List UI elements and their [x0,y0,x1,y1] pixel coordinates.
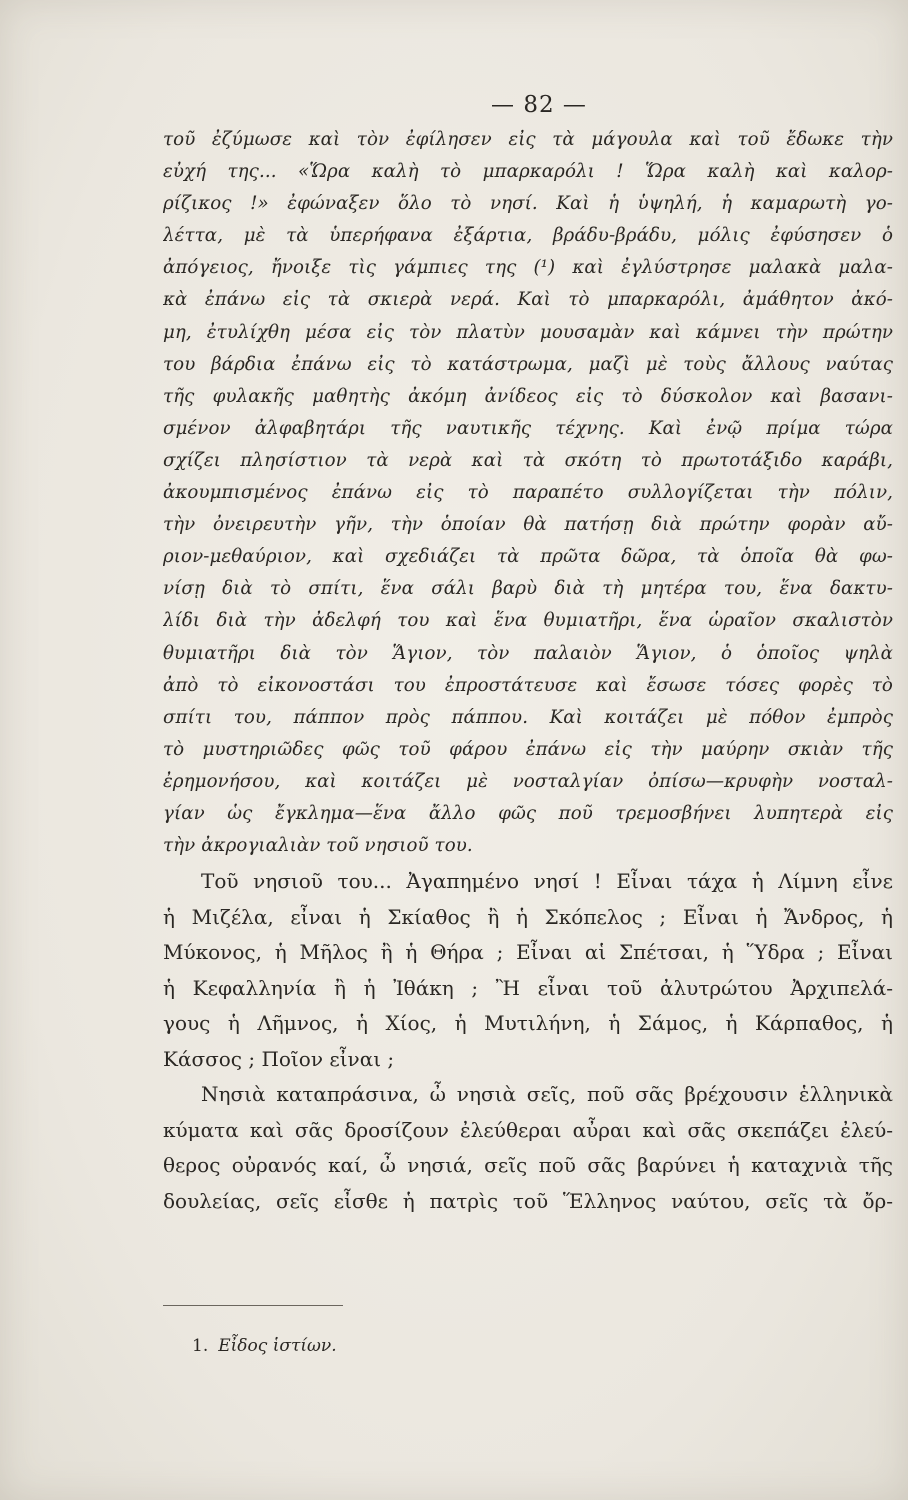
text-line: σπίτι του, πάππον πρὸς πάππου. Καὶ κοιτάζει μὲ πόθον ἐμπρὸς [163,706,893,728]
text-line: γους ἡ Λῆμνος, ἡ Χίος, ἡ Μυτιλήνη, ἡ Σάμος, ἡ Κάρπαθος, ἡ [163,1011,893,1036]
text-line: λίδι διὰ τὴν ἀδελφή του καὶ ἕνα θυμιατῆρι, ἕνα ὡραῖον σκαλιστὸν [163,610,893,632]
text-line: θερος οὐρανός καί, ὦ νησιά, σεῖς ποῦ σᾶς βαρύνει ἡ καταχνιὰ τῆς [163,1153,893,1178]
text-line: ἀπόγειος, ἤνοιξε τὶς γάμπιες της (¹) καὶ ἐγλύστρησε μαλακὰ μαλα- [163,257,893,279]
text-line: Τοῦ νησιοῦ του... Ἀγαπημένο νησί ! Εἶναι τάχα ἡ Λίμνη εἶνε [201,869,893,894]
text-line: γίαν ὡς ἔγκλημα—ἕνα ἄλλο φῶς ποῦ τρεμοσβήνει λυπητερὰ εἰς [163,802,893,824]
text-line: ἡ Μιζέλα, εἶναι ἡ Σκίαθος ἢ ἡ Σκόπελος ; Εἶναι ἡ Ἄνδρος, ἡ [163,904,893,929]
paragraph-1 [163,124,893,862]
footnote-number: 1. [192,1336,209,1356]
text-line: τὸ μυστηριῶδες φῶς τοῦ φάρου ἐπάνω εἰς τὴν μαύρην σκιὰν τῆς [163,738,893,760]
text-line: τὴν ὀνειρευτὴν γῆν, τὴν ὁποίαν θὰ πατήσῃ διὰ πρώτην φορὰν αὔ- [163,514,893,536]
text-line: μη, ἐτυλίχθη μέσα εἰς τὸν πλατὺν μουσαμὰν καὶ κάμνει τὴν πρώτην [163,321,893,343]
text-line: κὰ ἐπάνω εἰς τὰ σκιερὰ νερά. Καὶ τὸ μπαρκαρόλι, ἀμάθητον ἀκό- [163,289,893,311]
text-line: λέττα, μὲ τὰ ὑπερήφανα ἐξάρτια, βράδυ-βράδυ, μόλις ἐφύσησεν ὁ [163,225,893,247]
text-line: σμένον ἀλφαβητάρι τῆς ναυτικῆς τέχνης. Καὶ ἐνῷ πρίμα τώρα [163,417,893,439]
text-line: Κάσσος ; Ποῖον εἶναι ; [163,1046,395,1071]
footnote [192,1336,337,1356]
text-line: ρίζικος !» ἐφώναξεν ὅλο τὸ νησί. Καὶ ἡ ὑψηλή, ἡ καμαρωτὴ γο- [163,193,893,215]
text-line: τὴν ἀκρογιαλιὰν τοῦ νησιοῦ του. [163,835,473,857]
text-line: θυμιατῆρι διὰ τὸν Ἅγιον, τὸν παλαιὸν Ἅγιον, ὁ ὁποῖος ψηλὰ [163,642,893,664]
text-line: εὐχή της... «Ὥρα καλὴ τὸ μπαρκαρόλι ! Ὥρα καλὴ καὶ καλορ- [163,161,893,183]
footnote-text: Εἶδος ἱστίων. [218,1336,337,1356]
text-line: ριον-μεθαύριον, καὶ σχεδιάζει τὰ πρῶτα δῶρα, τὰ ὁποῖα θὰ φω- [163,546,893,568]
text-line: νίσῃ διὰ τὸ σπίτι, ἕνα σάλι βαρὺ διὰ τὴ μητέρα του, ἕνα δακτυ- [163,578,893,600]
text-line: ἀκουμπισμένος ἐπάνω εἰς τὸ παραπέτο συλλογίζεται τὴν πόλιν, [163,482,893,504]
text-line: ἀπὸ τὸ εἰκονοστάσι του ἐπροστάτευσε καὶ ἔσωσε τόσες φορὲς τὸ [163,674,893,696]
body-text [163,124,893,1219]
text-line: τοῦ ἐζύμωσε καὶ τὸν ἐφίλησεν εἰς τὰ μάγουλα καὶ τοῦ ἔδωκε τὴν [163,129,893,150]
paragraph-2 [163,864,893,1077]
text-line: Νησιὰ καταπράσινα, ὦ νησιὰ σεῖς, ποῦ σᾶς βρέχουσιν ἑλληνικὰ [201,1082,893,1107]
page-number: — 82 — [491,92,587,118]
text-line: τῆς φυλακῆς μαθητὴς ἀκόμη ἀνίδεος εἰς τὸ δύσκολον καὶ βασανι- [163,385,893,407]
text-line: κύματα καὶ σᾶς δροσίζουν ἐλεύθεραι αὖραι καὶ σᾶς σκεπάζει ἐλεύ- [163,1117,893,1142]
paragraph-3 [163,1077,893,1219]
text-line: ἐρημονήσου, καὶ κοιτάζει μὲ νοσταλγίαν ὀπίσω—κρυφὴν νοσταλ- [163,770,893,792]
text-line: δουλείας, σεῖς εἶσθε ἡ πατρὶς τοῦ Ἕλληνος ναύτου, σεῖς τὰ ὄρ- [163,1188,893,1213]
text-line: Μύκονος, ἡ Μῆλος ἢ ἡ Θήρα ; Εἶναι αἱ Σπέτσαι, ἡ Ὕδρα ; Εἶναι [163,940,893,965]
footnote-divider [163,1305,343,1306]
text-line: σχίζει πλησίστιον τὰ νερὰ καὶ τὰ σκότη τὸ πρωτοτάξιδο καράβι, [163,449,893,471]
text-line: του βάρδια ἐπάνω εἰς τὸ κατάστρωμα, μαζὶ μὲ τοὺς ἄλλους ναύτας [163,353,893,375]
text-line: ἡ Κεφαλληνία ἢ ἡ Ἰθάκη ; Ἢ εἶναι τοῦ ἀλυτρώτου Ἀρχιπελά- [163,975,893,1000]
